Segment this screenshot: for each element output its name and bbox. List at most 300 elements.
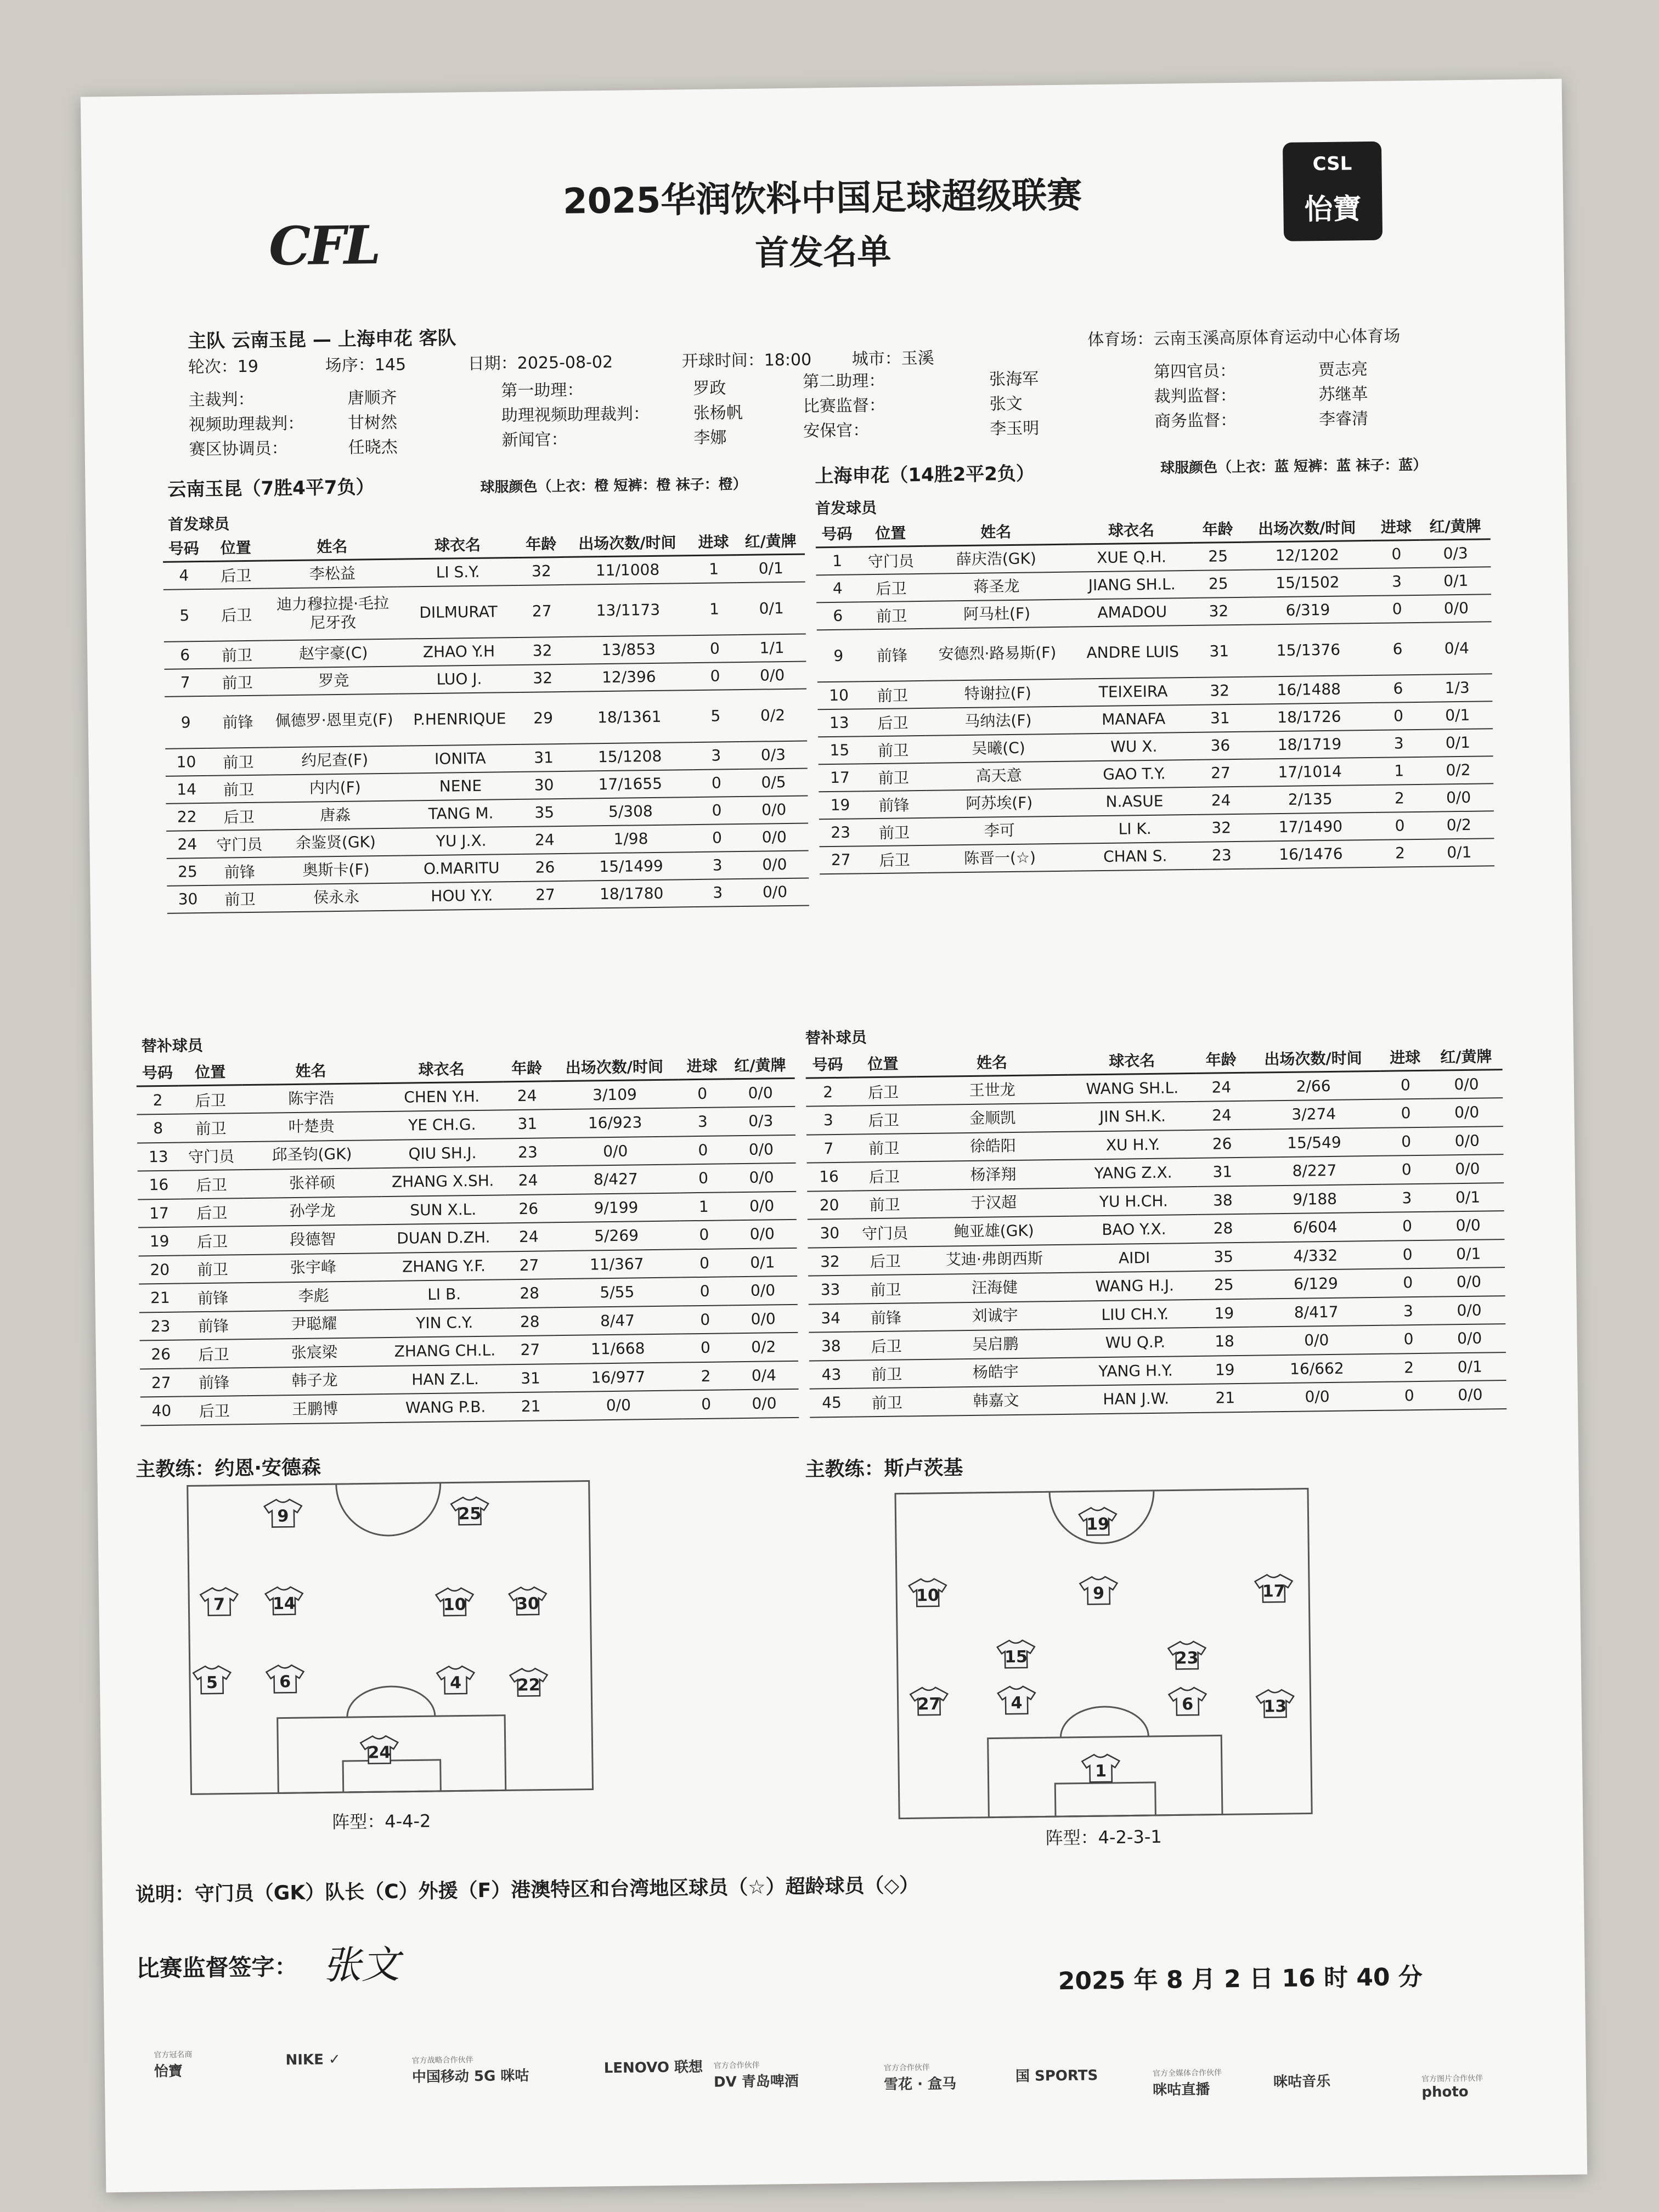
cell-age: 29 — [520, 691, 566, 744]
home-starters-label: 首发球员 — [168, 515, 230, 534]
sponsor-caption — [1015, 2064, 1098, 2065]
cell-apps-minutes: 15/1502 — [1242, 568, 1373, 597]
cell-age: 23 — [504, 1138, 552, 1167]
cell-position: 前锋 — [206, 695, 269, 748]
column-header-number: 号码 — [136, 1059, 178, 1086]
cell-position: 前卫 — [207, 747, 270, 775]
cell-age: 26 — [522, 853, 568, 881]
away-kit-colors: 球服颜色（上衣：蓝 短裤：蓝 袜子：蓝） — [1160, 456, 1427, 477]
cell-shirt-name: WANG H.J. — [1070, 1271, 1199, 1301]
column-header-cards: 红/黄牌 — [1420, 512, 1490, 540]
cell-cards: 0/0 — [740, 795, 808, 824]
sponsor-name: 咪咕直播 — [1153, 2081, 1210, 2099]
cell-cards: 0/0 — [729, 1304, 798, 1333]
cell-name: 安德烈·路易斯(F) — [924, 627, 1070, 680]
cell-apps-minutes: 16/662 — [1250, 1353, 1385, 1383]
cell-cards: 0/4 — [729, 1361, 798, 1390]
cell-goals: 1 — [691, 555, 737, 583]
sponsor-logo — [1015, 2064, 1098, 2085]
cell-age: 24 — [503, 1081, 551, 1110]
official-label: 裁判监督： — [1154, 386, 1237, 407]
cell-position: 前锋 — [208, 857, 272, 885]
cell-apps-minutes: 0/0 — [554, 1390, 682, 1420]
official-label: 第一助理： — [501, 380, 584, 401]
cell-shirt-name: DILMURAT — [398, 585, 519, 639]
csl-logo — [1283, 142, 1383, 241]
cell-name: 杨皓宇 — [920, 1357, 1071, 1387]
column-header-position: 位置 — [204, 534, 267, 562]
cell-number: 43 — [809, 1360, 854, 1389]
cell-age: 25 — [1194, 569, 1243, 597]
cell-apps-minutes: 0/0 — [1250, 1382, 1385, 1412]
cell-cards: 0/0 — [1430, 1070, 1503, 1099]
cell-number: 3 — [806, 1106, 850, 1135]
cell-number: 2 — [806, 1077, 850, 1106]
cell-apps-minutes: 5/55 — [553, 1277, 681, 1307]
shirt-number: 10 — [443, 1595, 466, 1615]
cell-age: 26 — [1197, 1129, 1247, 1158]
shirt-number: 1 — [1094, 1762, 1107, 1781]
cell-age: 32 — [1197, 814, 1245, 842]
cell-shirt-name: WU Q.P. — [1071, 1328, 1200, 1357]
cell-cards: 0/0 — [1431, 1154, 1504, 1183]
cell-apps-minutes: 1/98 — [568, 825, 695, 854]
cell-apps-minutes: 6/319 — [1243, 595, 1373, 624]
cell-position: 后卫 — [207, 802, 270, 830]
cell-name: 李彪 — [245, 1281, 383, 1311]
cell-shirt-name: YIN C.Y. — [382, 1308, 506, 1338]
column-header-shirt-name: 球衣名 — [1068, 1046, 1197, 1075]
sponsor-strip — [154, 2032, 1548, 2137]
cell-goals: 3 — [1383, 1296, 1433, 1325]
cell-goals: 3 — [1373, 567, 1421, 595]
cell-name: 吴启鹏 — [919, 1329, 1071, 1359]
cell-apps-minutes: 16/1488 — [1244, 675, 1374, 704]
shirt-number: 30 — [516, 1594, 540, 1614]
cell-position: 后卫 — [850, 1105, 917, 1134]
cell-name: 尹聪耀 — [245, 1310, 383, 1340]
cell-goals: 6 — [1373, 622, 1422, 675]
cell-goals: 0 — [691, 635, 738, 663]
cell-apps-minutes: 5/308 — [567, 797, 694, 826]
column-header-goals: 进球 — [1372, 513, 1420, 541]
cell-goals: 0 — [1381, 1155, 1431, 1184]
cell-cards: 0/0 — [1432, 1211, 1504, 1240]
cell-goals: 0 — [1384, 1381, 1434, 1410]
cell-cards: 0/0 — [727, 1220, 797, 1249]
cell-name: 张祥硕 — [243, 1168, 381, 1198]
home-coach: 主教练：约恩·安德森 — [136, 1456, 321, 1481]
cell-position: 前卫 — [180, 1255, 244, 1284]
sponsor-logo — [1153, 2067, 1222, 2099]
penalty-arc — [347, 1686, 435, 1717]
cell-number: 10 — [817, 681, 860, 709]
cell-cards: 0/0 — [1434, 1324, 1506, 1353]
column-header-position: 位置 — [858, 519, 923, 547]
cell-cards: 0/0 — [1421, 594, 1491, 623]
cell-cards: 0/1 — [1424, 838, 1494, 867]
cell-name: 侯永永 — [271, 883, 402, 912]
cell-cards: 0/2 — [729, 1333, 798, 1362]
cell-goals: 6 — [1374, 674, 1422, 702]
column-header-cards: 红/黄牌 — [725, 1051, 794, 1079]
cell-age: 25 — [1199, 1271, 1249, 1300]
cell-name: 薛庆浩(GK) — [923, 544, 1069, 573]
cell-goals: 0 — [692, 662, 738, 690]
sponsor-logo — [285, 2051, 341, 2068]
cell-shirt-name: WANG SH.L. — [1068, 1073, 1197, 1103]
cell-cards: 0/0 — [1433, 1296, 1505, 1325]
cell-number: 20 — [139, 1255, 181, 1284]
shirt-number: 17 — [1262, 1582, 1285, 1601]
cell-apps-minutes: 13/853 — [565, 635, 692, 664]
cell-number: 7 — [806, 1134, 851, 1163]
cell-goals: 0 — [681, 1305, 729, 1334]
sponsor-name: 雪花 · 盒马 — [883, 2075, 957, 2094]
cell-shirt-name: YANG H.Y. — [1071, 1356, 1200, 1385]
cell-goals: 2 — [682, 1362, 730, 1391]
official-label: 商务监督： — [1154, 410, 1237, 431]
sponsor-caption: 官方合作伙伴 — [713, 2061, 760, 2070]
kickoff-time: 开球时间：18:00 — [681, 350, 812, 371]
column-header-position: 位置 — [849, 1049, 916, 1077]
cell-age: 31 — [1198, 1158, 1248, 1187]
home-starters-table — [163, 527, 809, 914]
official-label: 视频助理裁判： — [188, 414, 304, 435]
away-formation: 阵型：4-2-3-1 — [1045, 1826, 1162, 1849]
cell-cards: 0/0 — [738, 661, 806, 690]
cell-age: 23 — [1198, 841, 1246, 869]
cell-cards: 0/0 — [1432, 1267, 1505, 1296]
cell-number: 17 — [819, 764, 861, 792]
cell-position: 前卫 — [852, 1274, 919, 1304]
cell-cards: 0/1 — [737, 582, 806, 635]
sponsor-logo — [154, 2049, 193, 2080]
cell-shirt-name: LI S.Y. — [397, 557, 518, 586]
sponsor-name: 怡寶 — [154, 2063, 183, 2080]
column-header-age: 年龄 — [518, 530, 565, 558]
player-shirt — [200, 1588, 238, 1616]
cell-position: 后卫 — [179, 1170, 243, 1199]
cell-position: 后卫 — [851, 1161, 918, 1190]
cell-shirt-name: ZHANG Y.F. — [382, 1251, 506, 1281]
column-header-cards: 红/黄牌 — [736, 527, 805, 555]
cell-goals: 0 — [693, 797, 740, 825]
cell-name: 韩子龙 — [246, 1366, 384, 1396]
cell-apps-minutes: 3/109 — [550, 1080, 679, 1109]
cell-position: 前卫 — [206, 640, 269, 668]
signature-label: 比赛监督签字： — [136, 1953, 298, 1982]
home-kit-colors: 球服颜色（上衣：橙 短裤：橙 袜子：橙） — [480, 476, 747, 496]
cell-goals: 0 — [681, 1277, 729, 1306]
cell-position: 前锋 — [861, 790, 926, 818]
shirt-number: 25 — [458, 1504, 482, 1524]
cell-position: 后卫 — [179, 1085, 242, 1114]
cell-shirt-name: P.HENRIQUE — [399, 692, 520, 746]
cell-name: 张宸梁 — [245, 1338, 383, 1368]
cell-shirt-name: AIDI — [1070, 1243, 1199, 1272]
sponsor-logo-text: 怡寶 — [1304, 193, 1362, 227]
cell-shirt-name: LIU CH.Y. — [1070, 1299, 1199, 1329]
sponsor-name: 国 SPORTS — [1015, 2067, 1098, 2085]
cell-apps-minutes: 0/0 — [1249, 1325, 1384, 1355]
cell-name: 李松益 — [267, 559, 398, 588]
cell-age: 28 — [506, 1307, 554, 1336]
cell-name: 约尼查(F) — [269, 746, 400, 775]
cell-apps-minutes: 16/977 — [554, 1362, 682, 1392]
cell-shirt-name: GAO T.Y. — [1071, 759, 1197, 788]
cell-age: 31 — [507, 1364, 555, 1393]
cell-name: 余鉴贤(GK) — [270, 828, 401, 857]
teams-line: 主队 云南玉昆 — 上海申花 客队 — [187, 327, 456, 353]
cell-age: 24 — [504, 1166, 552, 1195]
cell-cards: 0/0 — [1434, 1380, 1506, 1409]
away-formation-pitch — [893, 1486, 1314, 1820]
player-shirt — [360, 1736, 398, 1764]
cell-number: 23 — [819, 819, 862, 847]
table-row — [817, 622, 1492, 682]
cell-age: 35 — [521, 798, 568, 826]
cell-name: 特谢拉(F) — [924, 679, 1071, 708]
cell-number: 6 — [816, 602, 859, 630]
cell-position: 前卫 — [861, 735, 926, 763]
shirt-number: 6 — [279, 1672, 291, 1692]
official-label: 安保官： — [803, 421, 870, 441]
official-label: 第四官员： — [1153, 361, 1237, 382]
cell-position: 前锋 — [860, 628, 925, 681]
sponsor-name: DV 青岛啤酒 — [713, 2073, 799, 2091]
cell-age: 27 — [1197, 759, 1245, 787]
round: 轮次：19 — [188, 357, 259, 377]
cell-shirt-name: BAO Y.X. — [1069, 1215, 1198, 1244]
cell-position: 后卫 — [860, 708, 925, 736]
cell-apps-minutes: 8/417 — [1249, 1297, 1384, 1327]
cell-age: 30 — [521, 771, 567, 799]
cell-goals: 0 — [1372, 540, 1420, 568]
cell-number: 32 — [808, 1247, 852, 1276]
cell-age: 21 — [507, 1392, 555, 1421]
official-value: 李睿清 — [1318, 409, 1369, 430]
cell-age: 32 — [1195, 676, 1244, 704]
column-header-cards: 红/黄牌 — [1430, 1042, 1502, 1070]
cell-shirt-name: JIANG SH.L. — [1069, 570, 1194, 599]
player-shirt — [1169, 1688, 1206, 1716]
cell-number: 1 — [816, 547, 859, 575]
sheet-title: 首发名单 — [754, 231, 891, 273]
csl-logo-text: CSL — [1312, 153, 1352, 176]
player-shirt — [451, 1497, 489, 1525]
official-value: 李娜 — [693, 428, 727, 448]
shirt-number: 15 — [1004, 1647, 1028, 1667]
cell-age: 24 — [505, 1222, 553, 1251]
cell-position: 前卫 — [207, 775, 270, 803]
official-value: 李玉明 — [990, 419, 1040, 439]
player-shirt — [1256, 1690, 1294, 1718]
cell-cards: 0/0 — [727, 1191, 796, 1220]
cell-goals: 0 — [1380, 1070, 1430, 1099]
cell-number: 15 — [818, 736, 861, 764]
penalty-arc — [1060, 1706, 1149, 1737]
cell-name: 罗竞 — [268, 666, 399, 695]
shirt-number: 23 — [1175, 1648, 1199, 1668]
cell-age: 27 — [505, 1251, 553, 1280]
cell-position: 后卫 — [183, 1396, 246, 1425]
cell-number: 13 — [137, 1142, 179, 1171]
cell-position: 前卫 — [208, 884, 272, 912]
cell-number: 7 — [165, 668, 206, 696]
table-row — [163, 582, 806, 641]
cell-cards: 0/1 — [1434, 1352, 1506, 1381]
cell-cards: 0/1 — [737, 554, 805, 583]
cell-apps-minutes: 15/1208 — [567, 742, 693, 771]
column-header-name: 姓名 — [242, 1056, 380, 1085]
cell-goals: 2 — [1376, 839, 1424, 867]
cell-goals: 0 — [1381, 1127, 1431, 1156]
sponsor-logo — [1421, 2073, 1483, 2101]
column-header-goals: 进球 — [1380, 1043, 1430, 1071]
cell-age: 31 — [521, 743, 567, 771]
cell-apps-minutes: 17/1014 — [1245, 757, 1375, 786]
column-header-apps-minutes: 出场次数/时间 — [1242, 514, 1372, 542]
cell-shirt-name: ZHANG CH.L. — [383, 1336, 507, 1365]
cell-apps-minutes: 12/1202 — [1242, 540, 1373, 569]
cell-age: 28 — [506, 1279, 554, 1308]
cell-cards: 0/0 — [741, 850, 809, 879]
cell-cards: 0/0 — [740, 823, 809, 851]
cell-cards: 0/0 — [726, 1135, 795, 1164]
cell-age: 32 — [519, 636, 566, 664]
lineup-sheet — [81, 79, 1587, 2193]
shirt-number: 9 — [1092, 1584, 1105, 1604]
column-header-number: 号码 — [815, 520, 858, 547]
column-header-name: 姓名 — [923, 517, 1069, 546]
column-header-age: 年龄 — [1196, 1046, 1246, 1074]
home-formation: 阵型：4-4-2 — [331, 1810, 431, 1833]
shirt-number: 27 — [917, 1694, 941, 1714]
official-value: 贾志亮 — [1318, 360, 1368, 380]
cell-age: 38 — [1198, 1186, 1248, 1215]
player-shirt — [909, 1579, 947, 1607]
cell-goals: 0 — [682, 1333, 730, 1362]
cell-position: 前卫 — [861, 763, 926, 791]
cell-cards: 0/1 — [1423, 701, 1493, 730]
player-shirt — [437, 1666, 475, 1694]
cell-name: 马纳法(F) — [925, 706, 1071, 735]
cell-position: 前卫 — [859, 601, 924, 629]
home-team-name: 云南玉昆（7胜4平7负） — [167, 476, 375, 501]
cell-name: 高天意 — [926, 761, 1072, 790]
cell-shirt-name: QIU SH.J. — [381, 1138, 505, 1168]
cell-goals: 5 — [692, 690, 739, 742]
goal-area — [1055, 1782, 1155, 1816]
cell-name: 陈宇浩 — [242, 1084, 380, 1114]
match-number: 场序：145 — [325, 355, 407, 376]
cell-number: 6 — [164, 641, 206, 669]
cell-number: 16 — [807, 1163, 851, 1191]
cell-shirt-name: HAN Z.L. — [383, 1364, 507, 1394]
cell-apps-minutes: 15/549 — [1247, 1127, 1382, 1157]
sponsor-caption: 官方冠名商 — [154, 2050, 193, 2060]
cell-age: 35 — [1199, 1242, 1249, 1271]
cell-number: 19 — [138, 1227, 180, 1256]
cell-age: 32 — [1194, 597, 1243, 625]
cell-apps-minutes: 16/1476 — [1245, 839, 1376, 868]
cell-shirt-name: LUO J. — [399, 664, 520, 693]
cell-position: 前卫 — [206, 668, 269, 696]
cell-shirt-name: YE CH.G. — [380, 1110, 504, 1139]
cell-age: 19 — [1200, 1355, 1250, 1384]
player-shirt — [266, 1587, 303, 1615]
official-label: 主裁判： — [188, 390, 255, 410]
cell-shirt-name: ANDRE LUIS — [1070, 625, 1195, 679]
cell-goals: 1 — [680, 1192, 727, 1221]
player-shirt — [266, 1665, 304, 1693]
cell-number: 9 — [165, 696, 207, 748]
cell-shirt-name: LI B. — [382, 1279, 506, 1309]
cell-name: 佩德罗·恩里克(F) — [269, 693, 400, 747]
cell-goals: 0 — [680, 1220, 728, 1249]
cell-age: 24 — [521, 826, 568, 854]
sponsor-name: LENOVO 联想 — [603, 2059, 703, 2077]
cell-position: 前卫 — [850, 1133, 917, 1163]
cell-position: 前锋 — [181, 1283, 245, 1312]
cell-cards: 0/2 — [1423, 756, 1493, 785]
cell-age: 26 — [505, 1194, 552, 1223]
cell-goals: 0 — [1383, 1268, 1433, 1297]
cell-age: 31 — [1196, 704, 1244, 732]
cell-goals: 0 — [1384, 1325, 1434, 1354]
cell-number: 4 — [163, 561, 205, 589]
column-header-age: 年龄 — [503, 1054, 551, 1082]
cell-position: 后卫 — [180, 1198, 244, 1227]
cell-name: 鲍亚雄(GK) — [918, 1216, 1070, 1246]
player-shirt — [1082, 1754, 1120, 1782]
shirt-number: 14 — [272, 1594, 296, 1614]
cell-goals: 0 — [679, 1079, 726, 1108]
cell-shirt-name: JIN SH.K. — [1068, 1102, 1197, 1131]
cell-goals: 0 — [693, 769, 740, 797]
sponsor-caption — [603, 2056, 702, 2057]
cell-age: 28 — [1198, 1214, 1248, 1243]
cell-age: 19 — [1199, 1299, 1249, 1328]
cell-goals: 0 — [680, 1164, 727, 1193]
player-shirt — [436, 1588, 473, 1616]
sponsor-caption: 官方全媒体合作伙伴 — [1152, 2068, 1222, 2079]
signed-datetime: 2025 年 8 月 2 日 16 时 40 分 — [1058, 1963, 1423, 1996]
cell-goals: 0 — [682, 1390, 730, 1419]
column-header-age: 年龄 — [1193, 515, 1242, 543]
official-label: 助理视频助理裁判： — [501, 404, 650, 426]
home-subs-table — [136, 1051, 799, 1426]
cell-apps-minutes: 17/1655 — [567, 770, 693, 799]
shirt-number: 22 — [517, 1675, 540, 1695]
cell-position: 前卫 — [862, 817, 927, 845]
column-header-goals: 进球 — [678, 1052, 726, 1080]
cell-name: 阿苏埃(F) — [926, 788, 1073, 817]
cell-age: 24 — [1197, 1073, 1246, 1102]
cell-apps-minutes: 5/269 — [552, 1221, 681, 1250]
cell-name: 吴曦(C) — [926, 733, 1072, 763]
player-shirt — [510, 1668, 548, 1696]
cell-name: 金顺凯 — [917, 1103, 1068, 1133]
cell-position: 后卫 — [859, 573, 923, 601]
cell-goals: 0 — [681, 1249, 729, 1278]
cell-age: 31 — [1195, 624, 1244, 677]
cell-apps-minutes: 17/1490 — [1245, 812, 1376, 841]
official-value: 甘树然 — [347, 413, 398, 433]
away-subs-table — [805, 1042, 1506, 1418]
cell-name: 唐淼 — [270, 800, 400, 830]
